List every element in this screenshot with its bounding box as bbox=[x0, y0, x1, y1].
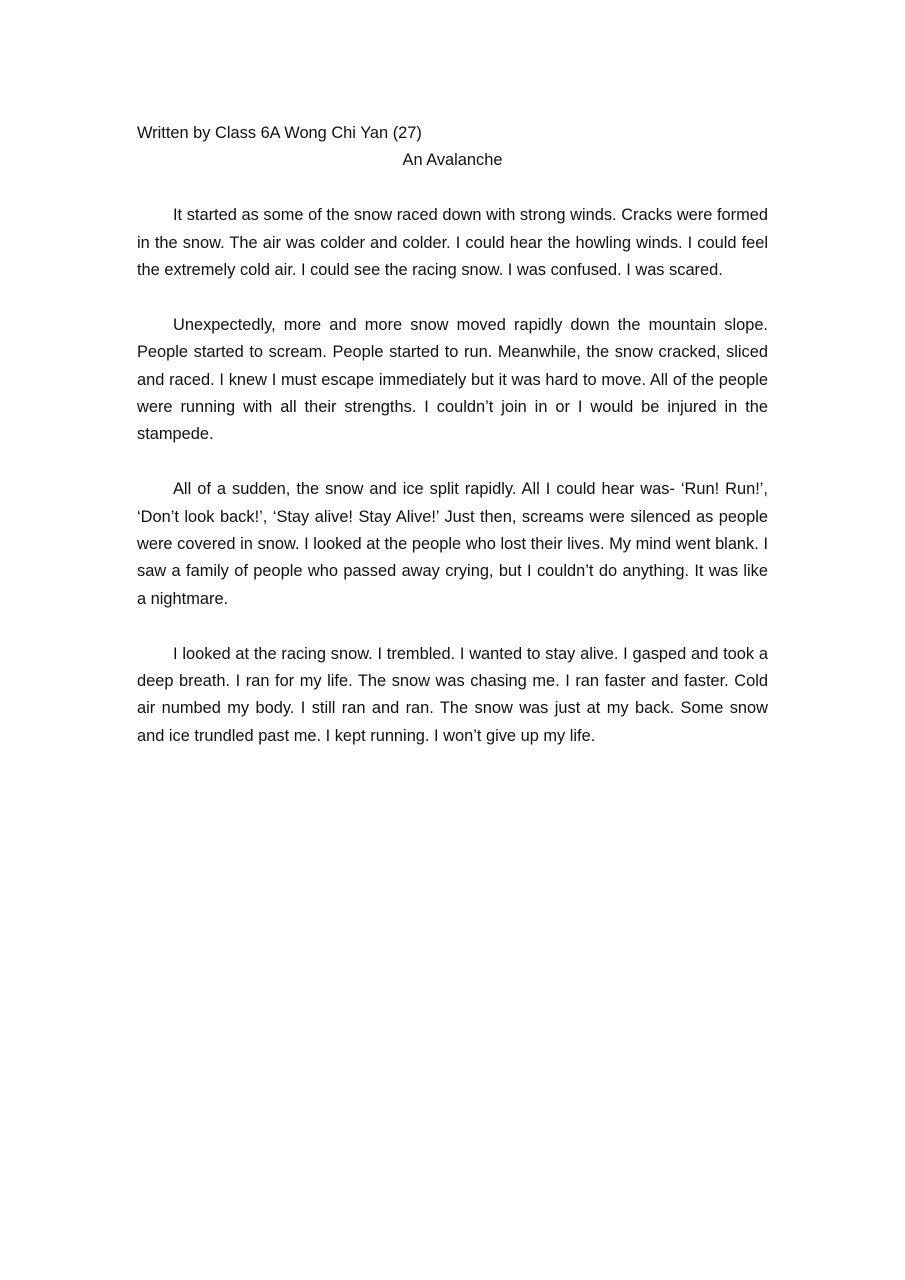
paragraph-3: All of a sudden, the snow and ice split rapidly. All I could hear was- ‘Run! Run!’, ‘Don’t look back!’, ‘Stay alive! Stay Alive!’ Just then, screams were silenced as people were covered in snow. I looked at the people who lost their lives. My mind went blank. I saw a family of people who passed away crying, but I couldn’t do anything. It was like a nightmare. bbox=[137, 480, 768, 608]
paragraph-1: It started as some of the snow raced down with strong winds. Cracks were formed in the snow. The air was colder and colder. I could hear the howling winds. I could feel the extremely cold air. I could see the racing snow. I was confused. I was scared. bbox=[137, 206, 768, 280]
document-content bbox=[137, 120, 768, 778]
paragraph-4: I looked at the racing snow. I trembled. I wanted to stay alive. I gasped and took a deep breath. I ran for my life. The snow was chasing me. I ran faster and faster. Cold air numbed my body. I still ran and ran. The snow was just at my back. Some snow and ice trundled past me. I kept running. I won’t give up my life. bbox=[137, 644, 768, 745]
paragraph-2: Unexpectedly, more and more snow moved rapidly down the mountain slope. People started to scream. People started to run. Meanwhile, the snow cracked, sliced and raced. I knew I must escape immediately but it was hard to move. All of the people were running with all their strengths. I couldn’t join in or I would be injured in the stampede. bbox=[137, 315, 768, 444]
author-line: Written by Class 6A Wong Chi Yan (27) bbox=[137, 124, 422, 142]
story-body bbox=[137, 202, 768, 750]
story-title: An Avalanche bbox=[402, 151, 503, 170]
